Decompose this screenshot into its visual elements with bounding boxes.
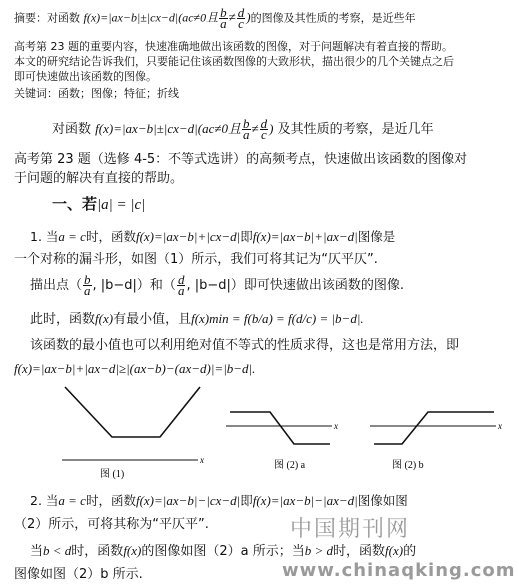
para2-line-2: （2）所示，可将其称为“平仄平”.	[14, 517, 209, 532]
figure-2b	[370, 400, 510, 472]
para1-line-3: 描出点（ $\frac{b}{a}$ , |b−d|）和（ $\frac{d}{a}$ , |b−d|）即可快速做出该函数的图像.	[30, 272, 404, 298]
para2-line-4: 图像如图（2）b 所示.	[14, 567, 143, 582]
para2-line-1: 2. 当a = c时，函数f(x)=|ax−b|−|cx−d|即f(x)=|ax−b|−|ax−d|图像如图	[30, 493, 408, 508]
para1-line-1: 1. 当a = c时，函数f(x)=|ax−b|+|cx−d|即f(x)=|ax−b|+|ax−d|图像是	[30, 229, 396, 244]
figure-2a-axis-label: x	[334, 421, 338, 431]
abstract-line-1: 摘要：对函数 f(x)=|ax−b|±|cx−d|(ac≠0且 $\frac{b}{a}$ ≠ $\frac{d}{c}$ )的图像及其性质的考察，是近些年	[14, 5, 416, 31]
intro-line-2: 高考第 23 题（选修 4-5：不等式选讲）的高频考点，快速做出该函数的图像对	[14, 152, 468, 167]
figure-2a	[226, 400, 344, 472]
figure-1-axis-label: x	[200, 455, 204, 465]
keywords: 关键词：函数；图像；特征；折线	[14, 87, 179, 100]
figure-2b-graph	[374, 412, 494, 444]
intro-line-1: 对函数 f(x)=|ax−b|±|cx−d|(ac≠0且 $\frac{b}{a}$ ≠ $\frac{d}{c}$ ) 及其性质的考察，是近几年	[52, 116, 434, 142]
para1-line-5: 该函数的最小值也可以利用绝对值不等式的性质求得，这也是常用方法，即	[30, 338, 460, 353]
watermark-url: www.chinaqking.com	[282, 560, 516, 581]
figure-2b-caption: 图 (2) b	[392, 460, 424, 471]
figure-2a-caption: 图 (2) a	[274, 460, 306, 471]
para1-line-6: f(x)=|ax−b|+|ax−d|≥|(ax−b)−(ax−d)|=|b−d|.	[14, 361, 256, 376]
intro-line-3: 于问题的解决有直接的帮助。	[14, 171, 184, 186]
figure-1	[40, 382, 210, 482]
abstract-line-2: 高考第 23 题的重要内容，快速准确地做出该函数的图像，对于问题解决有着直接的帮助。	[14, 40, 453, 53]
abstract-label: 摘要：	[14, 11, 47, 25]
figure-1-graph	[65, 387, 200, 437]
section-heading: 一、若|a| = |c|	[52, 195, 146, 213]
figure-2b-axis-label: x	[498, 421, 502, 431]
abstract-line-4: 即可快速做出该函数的图像。	[14, 70, 157, 83]
abstract-formula: f(x)=|ax−b|±|cx−d|(ac≠0且	[83, 10, 219, 25]
figure-2a-graph	[230, 412, 330, 444]
figure-1-caption: 图 (1)	[100, 469, 125, 480]
intro-formula: f(x)=|ax−b|±|cx−d|(ac≠0且	[95, 121, 241, 136]
para1-line-4: 此时，函数f(x)有最小值，且f(x)min = f(b/a) = f(d/c) = |b−d|.	[30, 311, 364, 327]
para1-line-2: 一个对称的漏斗形，如图（1）所示，我们可将其记为“仄平仄”.	[14, 252, 378, 267]
para2-line-3: 当b < d时，函数f(x)的图像如图（2）a 所示；当b > d时，函数f(x)的	[30, 543, 417, 559]
abstract-line-3: 本文的研究结论告诉我们，只要能记住该函数图像的大致形状，描出很少的几个关键点之后	[14, 55, 454, 68]
watermark-cn: 中国期刊网	[290, 517, 411, 542]
